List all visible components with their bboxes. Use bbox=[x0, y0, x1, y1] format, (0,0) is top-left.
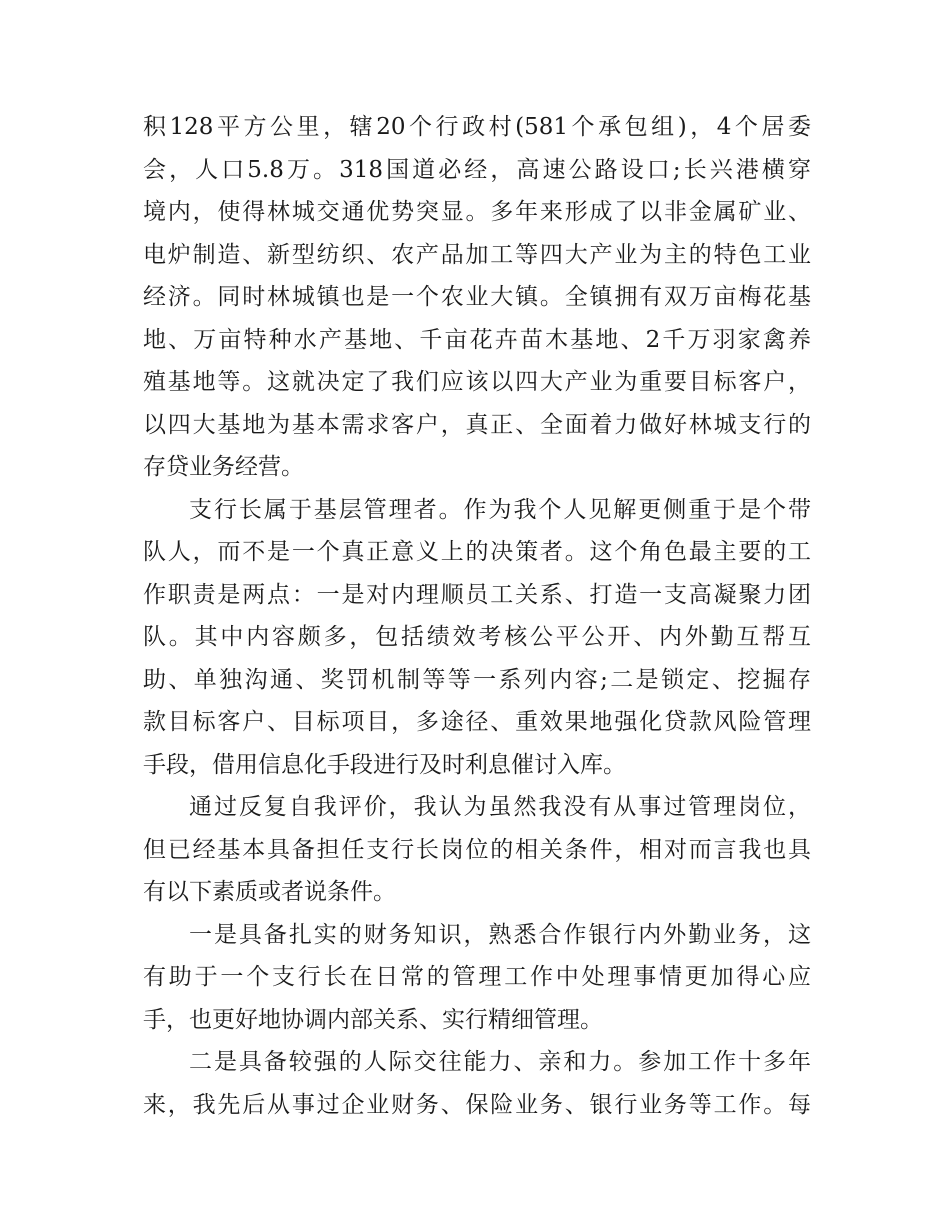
text-line: 队人，而不是一个真正意义上的决策者。这个角色最主要的工 bbox=[143, 539, 811, 565]
text-line: 有以下素质或者说条件。 bbox=[143, 879, 396, 905]
text-line: 一是具备扎实的财务知识，熟悉合作银行内外勤业务，这 bbox=[189, 921, 811, 948]
text-line: 款目标客户、目标项目，多途径、重效果地强化贷款风险管理 bbox=[143, 709, 811, 735]
text-line: 二是具备较强的人际交往能力、亲和力。参加工作十多年 bbox=[189, 1049, 811, 1075]
text-line: 来，我先后从事过企业财务、保险业务、银行业务等工作。每 bbox=[143, 1091, 811, 1118]
text-line: 经济。同时林城镇也是一个农业大镇。全镇拥有双万亩梅花基 bbox=[143, 284, 811, 310]
paragraph-4 bbox=[143, 914, 811, 1042]
text-line: 以四大基地为基本需求客户，真正、全面着力做好林城支行的 bbox=[143, 411, 811, 438]
text-line: 作职责是两点：一是对内理顺员工关系、打造一支高凝聚力团 bbox=[143, 581, 811, 608]
text-line: 积128平方公里，辖20个行政村(581个承包组)，4个居委 bbox=[143, 114, 811, 140]
paragraph-5 bbox=[143, 1041, 811, 1126]
text-line: 支行长属于基层管理者。作为我个人见解更侧重于是个带 bbox=[189, 496, 811, 523]
text-line: 有助于一个支行长在日常的管理工作中处理事情更加得心应 bbox=[143, 964, 811, 990]
text-line: 殖基地等。这就决定了我们应该以四大产业为重要目标客户， bbox=[143, 369, 811, 395]
paragraph-2 bbox=[143, 489, 811, 787]
document-body bbox=[143, 106, 811, 1126]
text-line: 助、单独沟通、奖罚机制等等一系列内容;二是锁定、挖掘存 bbox=[143, 666, 811, 693]
text-line: 通过反复自我评价，我认为虽然我没有从事过管理岗位， bbox=[189, 794, 811, 820]
text-line: 境内，使得林城交通优势突显。多年来形成了以非金属矿业、 bbox=[143, 199, 811, 225]
text-line: 地、万亩特种水产基地、千亩花卉苗木基地、2千万羽家禽养 bbox=[143, 326, 811, 353]
text-line: 手段，借用信息化手段进行及时利息催讨入库。 bbox=[143, 751, 626, 778]
text-line: 电炉制造、新型纺织、农产品加工等四大产业为主的特色工业 bbox=[143, 241, 811, 268]
text-line: 队。其中内容颇多，包括绩效考核公平公开、内外勤互帮互 bbox=[143, 624, 811, 650]
text-line: 但已经基本具备担任支行长岗位的相关条件，相对而言我也具 bbox=[143, 836, 811, 863]
text-line: 会，人口5.8万。318国道必经，高速公路设口;长兴港横穿 bbox=[143, 156, 811, 183]
paragraph-1 bbox=[143, 106, 811, 489]
text-line: 存贷业务经营。 bbox=[143, 454, 304, 480]
paragraph-3 bbox=[143, 786, 811, 914]
text-line: 手，也更好地协调内部关系、实行精细管理。 bbox=[143, 1006, 603, 1033]
